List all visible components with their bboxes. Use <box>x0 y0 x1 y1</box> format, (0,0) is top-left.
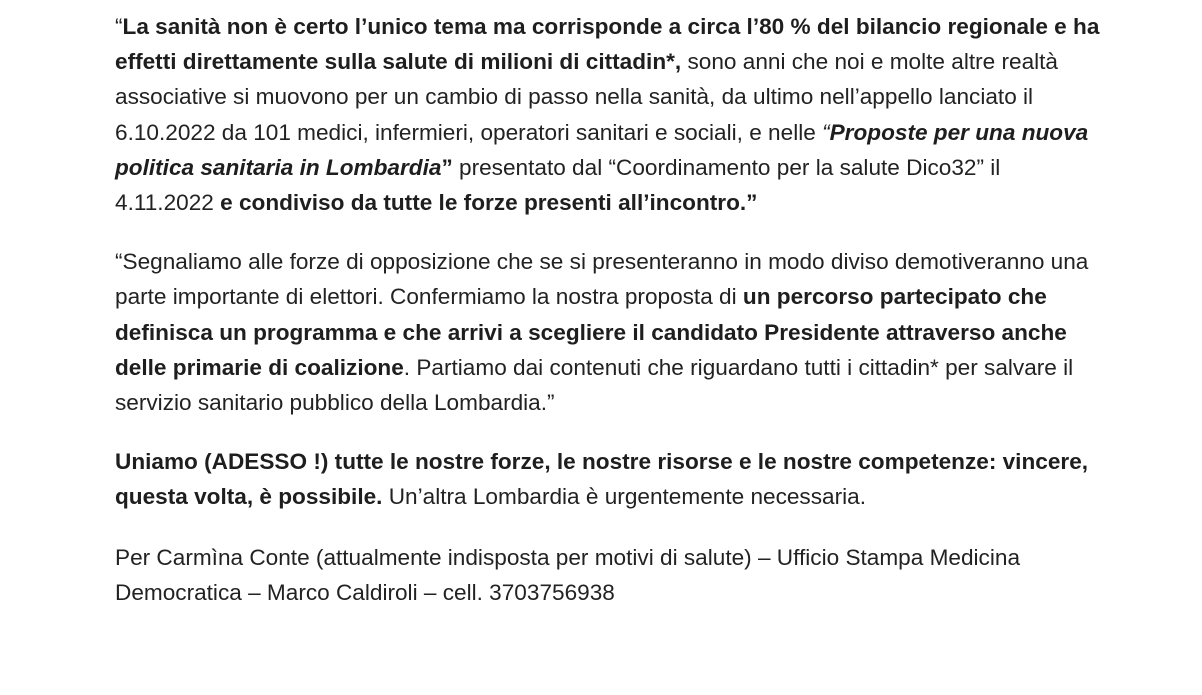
proposals-title: Proposte per una nuova politica sanitaria in Lombardia <box>115 119 1089 180</box>
bold-statement-budget: La sanità non è certo l’unico tema ma corrisponde a circa l’80 % del bilancio regionale e ha effetti direttamente sulla salute di milioni di cittadin*, <box>115 14 1100 75</box>
press-contact: Per Carmìna Conte (attualmente indisposta per motivi di salute) – Ufficio Stampa Medicina Democratica – Marco Caldiroli – cell. 3703756938 <box>115 544 1021 605</box>
paragraph-signature <box>115 540 1105 610</box>
paragraph-healthcare-quote <box>115 9 1105 220</box>
body-text-opposition: “Segnaliamo alle forze di opposizione che se si presenteranno in modo diviso demotiveranno una parte importante di elettori. Confermiamo la nostra proposta di <box>115 249 1089 310</box>
italic-open-quote: “ <box>822 119 830 145</box>
body-text-contents: . Partiamo dai contenuti che riguardano tutti i cittadin* per salvare il servizio sanitario pubblico della Lombardia.” <box>115 354 1074 416</box>
bold-statement-shared: e condiviso da tutte le forze presenti all’incontro.” <box>220 190 758 216</box>
bold-statement-unite: Uniamo (ADESSO !) tutte le nostre forze, le nostre risorse e le nostre competenze: vincere, questa volta, è possibile. <box>115 449 1089 510</box>
body-text-lombardia: Un’altra Lombardia è urgentemente necessaria. <box>382 484 866 510</box>
body-text-coordination: presentato dal “Coordinamento per la salute Dico32” il 4.11.2022 <box>115 154 1001 216</box>
document-page <box>115 9 1105 610</box>
bold-statement-primaries: un percorso partecipato che definisca un programma e che arrivi a scegliere il candidato Presidente attraverso anche delle primarie di coalizione <box>115 284 1067 380</box>
paragraph-opposition-quote <box>115 244 1105 420</box>
open-quote: “ <box>115 14 123 39</box>
body-text-associations: sono anni che noi e molte altre realtà associative si muovono per un cambio di passo nella sanità, da ultimo nell’appello lanciato il 6.10.2022 da 101 medici, infermieri, operatori sanitari e sociali, e nelle <box>115 49 1058 145</box>
paragraph-call-to-action <box>115 444 1105 514</box>
bold-close-quote: ” <box>441 154 453 180</box>
